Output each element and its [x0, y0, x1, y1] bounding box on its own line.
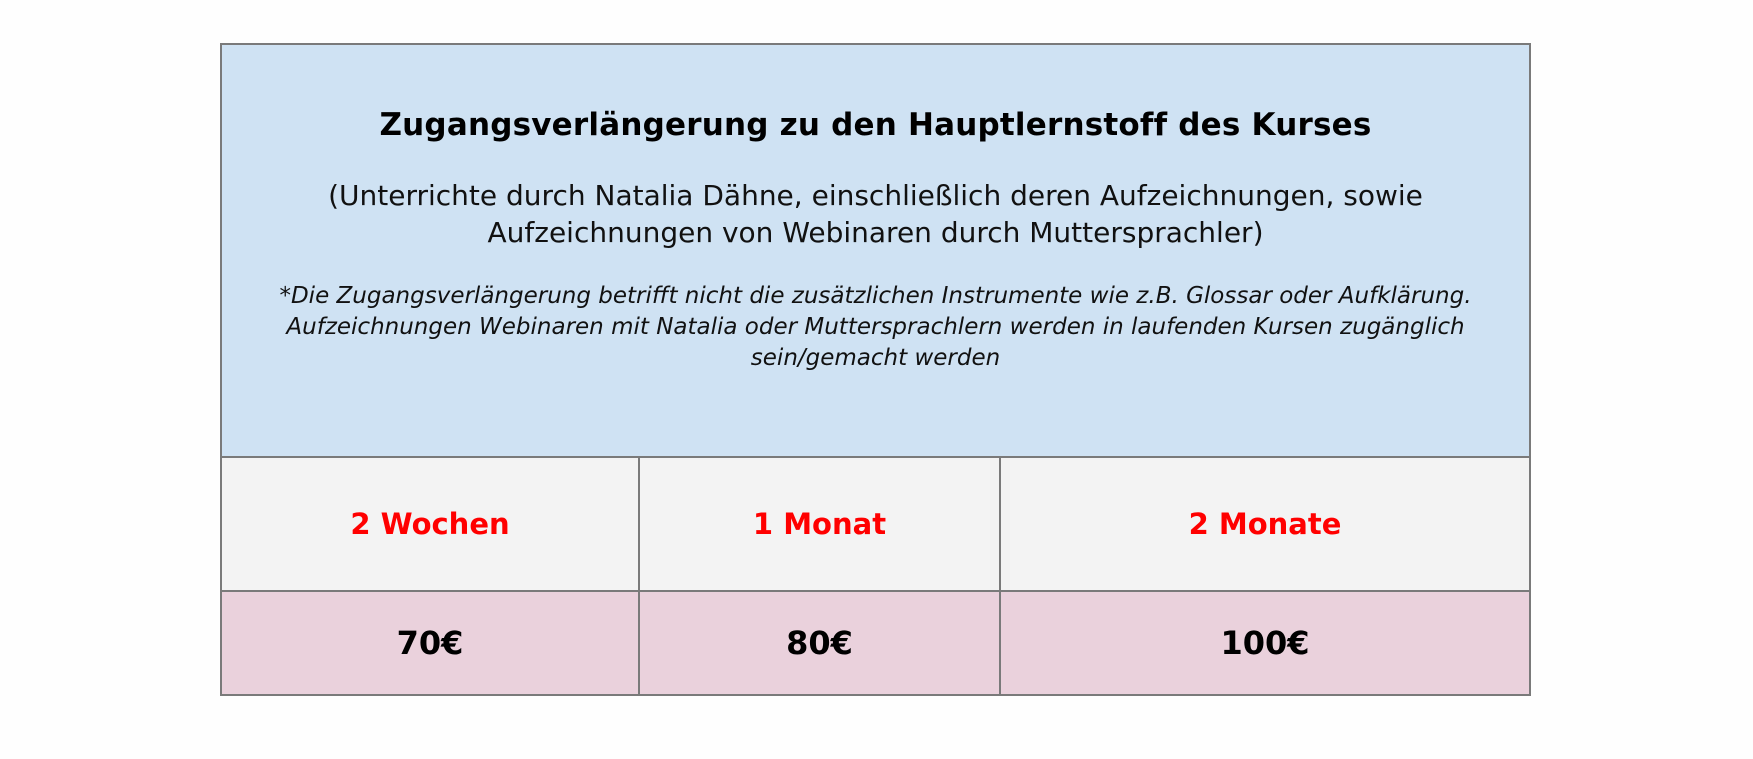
table-title: Zugangsverlängerung zu den Hauptlernstoff des Kurses	[379, 107, 1372, 143]
duration-cell-1-month: 1 Monat	[638, 458, 999, 590]
price-cell-1-month: 80€	[638, 592, 999, 694]
table-note: *Die Zugangsverlängerung betrifft nicht die zusätzlichen Instrumente wie z.B. Glossar oder Aufklärung. Aufzeichnungen Webinaren mit Natalia oder Muttersprachlern werden in laufenden Kursen zugänglich sein/gemacht werden	[279, 283, 1472, 371]
table-header	[222, 45, 1529, 458]
price-cell-2-weeks: 70€	[396, 624, 464, 662]
price-cell-2-months: 100€	[999, 592, 1529, 694]
table-subtitle: (Unterrichte durch Natalia Dähne, einschließlich deren Aufzeichnungen, sowie Aufzeichnungen von Webinaren durch Muttersprachler)	[328, 179, 1423, 249]
duration-cell-2-weeks: 2 Wochen	[350, 507, 510, 541]
price-row	[222, 592, 1529, 694]
duration-cell-2-months: 2 Monate	[999, 458, 1529, 590]
duration-row	[222, 458, 1529, 592]
price-table	[220, 43, 1531, 696]
